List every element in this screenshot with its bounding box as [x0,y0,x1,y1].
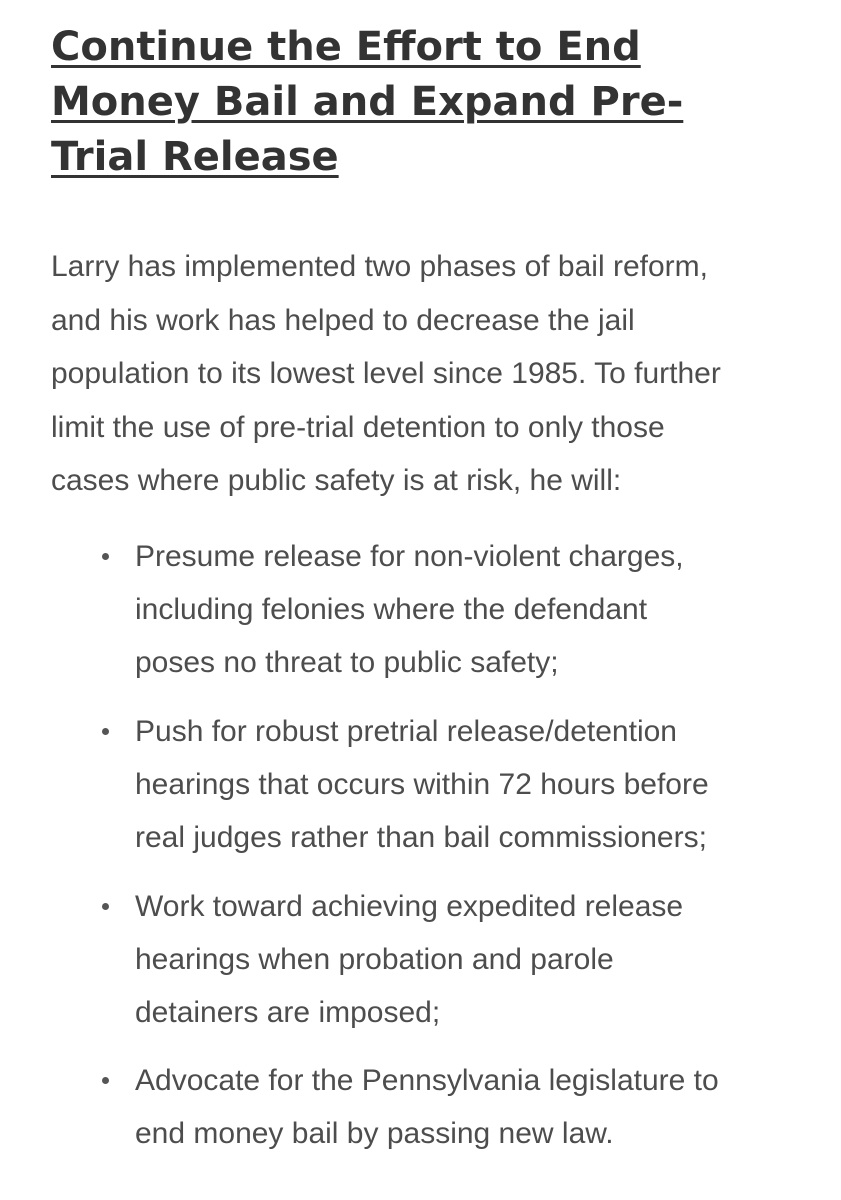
list-item-line: Presume release for non-violent charges, [135,540,684,573]
section-heading [51,20,811,185]
section-heading-line: Continue the Effort to End [51,24,641,70]
intro-line: population to its lowest level since 1985. To further [51,357,721,390]
intro-paragraph [51,240,821,508]
intro-line: limit the use of pre-trial detention to only those [51,410,665,444]
bullet-icon [102,1077,109,1084]
list-item-text [135,705,825,864]
intro-line: and his work has helped to decrease the jail [51,303,635,337]
list-item-text [135,1054,825,1160]
list-item-line: detainers are imposed; [135,996,441,1029]
list-item-line: poses no threat to public safety; [135,646,559,679]
section-heading-line: Money Bail and Expand Pre- [51,79,684,125]
intro-line: Larry has implemented two phases of bail reform, [51,250,708,283]
list-item-line: hearings that occurs within 72 hours before [135,768,709,801]
bullet-icon [102,728,109,735]
list-item-line: Push for robust pretrial release/detention [135,715,677,748]
list-item-line: Advocate for the Pennsylvania legislature to [135,1064,719,1097]
section-heading-line: Trial Release [51,134,339,180]
list-item-line: including felonies where the defendant [135,593,648,626]
list-item-line: hearings when probation and parole [135,943,614,976]
list-item-text [135,530,825,689]
list-item-text [135,880,825,1039]
list-item-line: Work toward achieving expedited release [135,890,684,923]
bullet-icon [102,553,109,560]
list-item-line: end money bail by passing new law. [135,1117,614,1150]
intro-line: cases where public safety is at risk, he will: [51,464,622,497]
bullet-icon [102,903,109,910]
list-item-line: real judges rather than bail commissioners; [135,821,707,854]
